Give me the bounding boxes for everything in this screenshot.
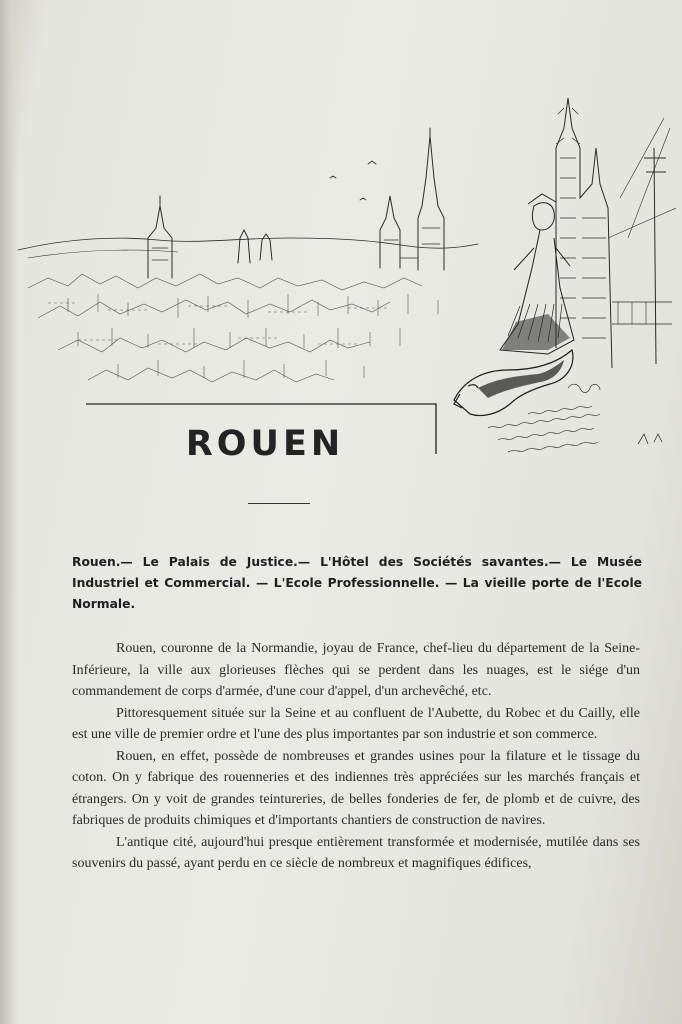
page-title: ROUEN: [185, 424, 345, 464]
chapter-summary: Rouen.— Le Palais de Justice.— L'Hôtel des Sociétés savantes.— Le Musée Industriel et Commercial. — L'Ecole Professionnelle. — La vieille porte de l'Ecole Normale.: [72, 555, 642, 611]
paragraph-4: L'antique cité, aujourd'hui presque entièrement transformée et modernisée, mutilée dans ses souvenirs du passé, ayant perdu en ce siècle de nombreux et magnifiques édifices,: [72, 834, 640, 871]
paragraph-2: Pittoresquement située sur la Seine et au confluent de l'Aubette, du Robec et du Cailly, elle est une ville de premier ordre et l'une des plus importantes par son industrie et son commerce.: [72, 705, 640, 742]
paragraph-3: Rouen, en effet, possède de nombreuses et grandes usines pour la filature et le tissage du coton. On y fabrique des rouenneries et des indiennes très appréciées sur les marchés français et étrangers. On y voit de grandes teintureries, de belles fonderies de fer, de plomb et de cuivre, des fabriques de produits chimiques et d'importants chantiers de construction de navires.: [72, 748, 640, 828]
title-divider: [248, 503, 310, 504]
rouen-panorama-illustration: [8, 88, 676, 460]
paragraph-1: Rouen, couronne de la Normandie, joyau de France, chef-lieu du département de la Seine-Inférieure, la ville aux glorieuses flèches qui se perdent dans les nuages, est le siége d'un commandement de corps d'armée, d'une cour d'appel, d'un archevêché, etc.: [72, 641, 640, 699]
body-text: [72, 638, 640, 875]
